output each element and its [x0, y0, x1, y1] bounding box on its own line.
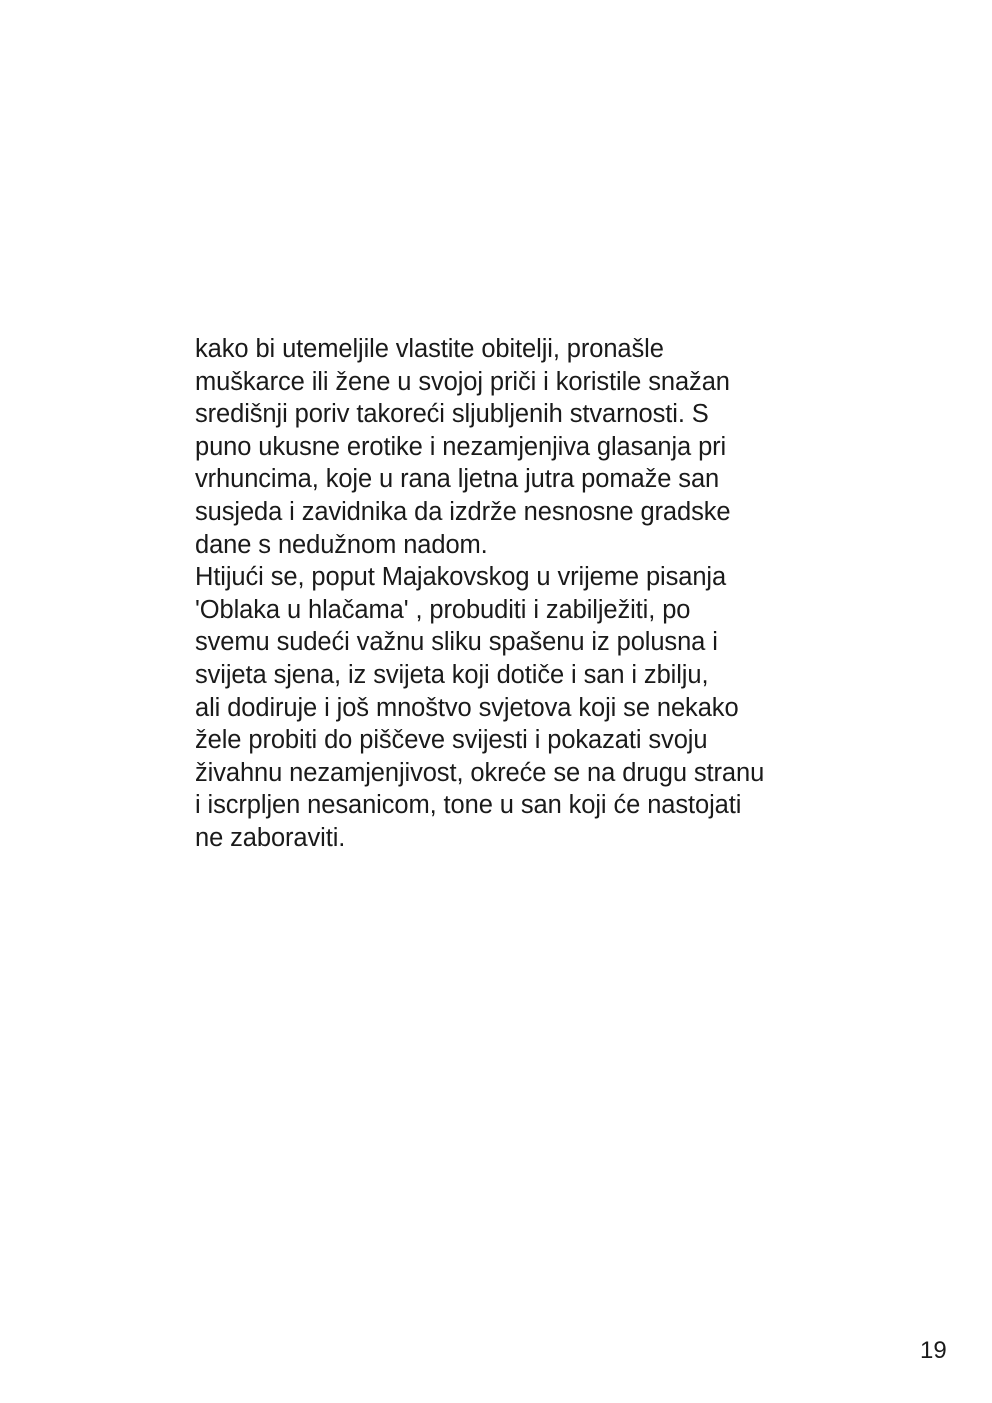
text-line: ali dodiruje i još mnoštvo svjetova koji se nekako [195, 693, 739, 722]
text-line: dane s nedužnom nadom. [195, 530, 488, 559]
text-line: ne zaboraviti. [195, 823, 346, 852]
text-line: Htijući se, poput Majakovskog u vrijeme pisanja [195, 563, 727, 592]
text-line: vrhuncima, koje u rana ljetna jutra pomaže san [195, 465, 720, 494]
text-line: susjeda i zavidnika da izdrže nesnosne gradske [195, 497, 731, 526]
text-line: svemu sudeći važnu sliku spašenu iz polusna i [195, 628, 718, 657]
text-line: i iscrpljen nesanicom, tone u san koji će nastojati [195, 791, 742, 820]
text-line: živahnu nezamjenjivost, okreće se na drugu stranu [195, 758, 765, 787]
text-line: 'Oblaka u hlačama' , probuditi i zabilježiti, po [195, 595, 691, 624]
text-line: puno ukusne erotike i nezamjenjiva glasanja pri [195, 432, 727, 461]
body-text [195, 333, 835, 855]
text-line: žele probiti do piščeve svijesti i pokazati svoju [195, 726, 708, 755]
text-line: muškarce ili žene u svojoj priči i koristile snažan [195, 367, 730, 396]
text-line: središnji poriv takoreći sljubljenih stvarnosti. S [195, 400, 709, 429]
text-line: kako bi utemeljile vlastite obitelji, pronašle [195, 335, 664, 363]
page-number: 19 [920, 1337, 947, 1364]
text-line: svijeta sjena, iz svijeta koji dotiče i san i zbilju, [195, 660, 709, 689]
